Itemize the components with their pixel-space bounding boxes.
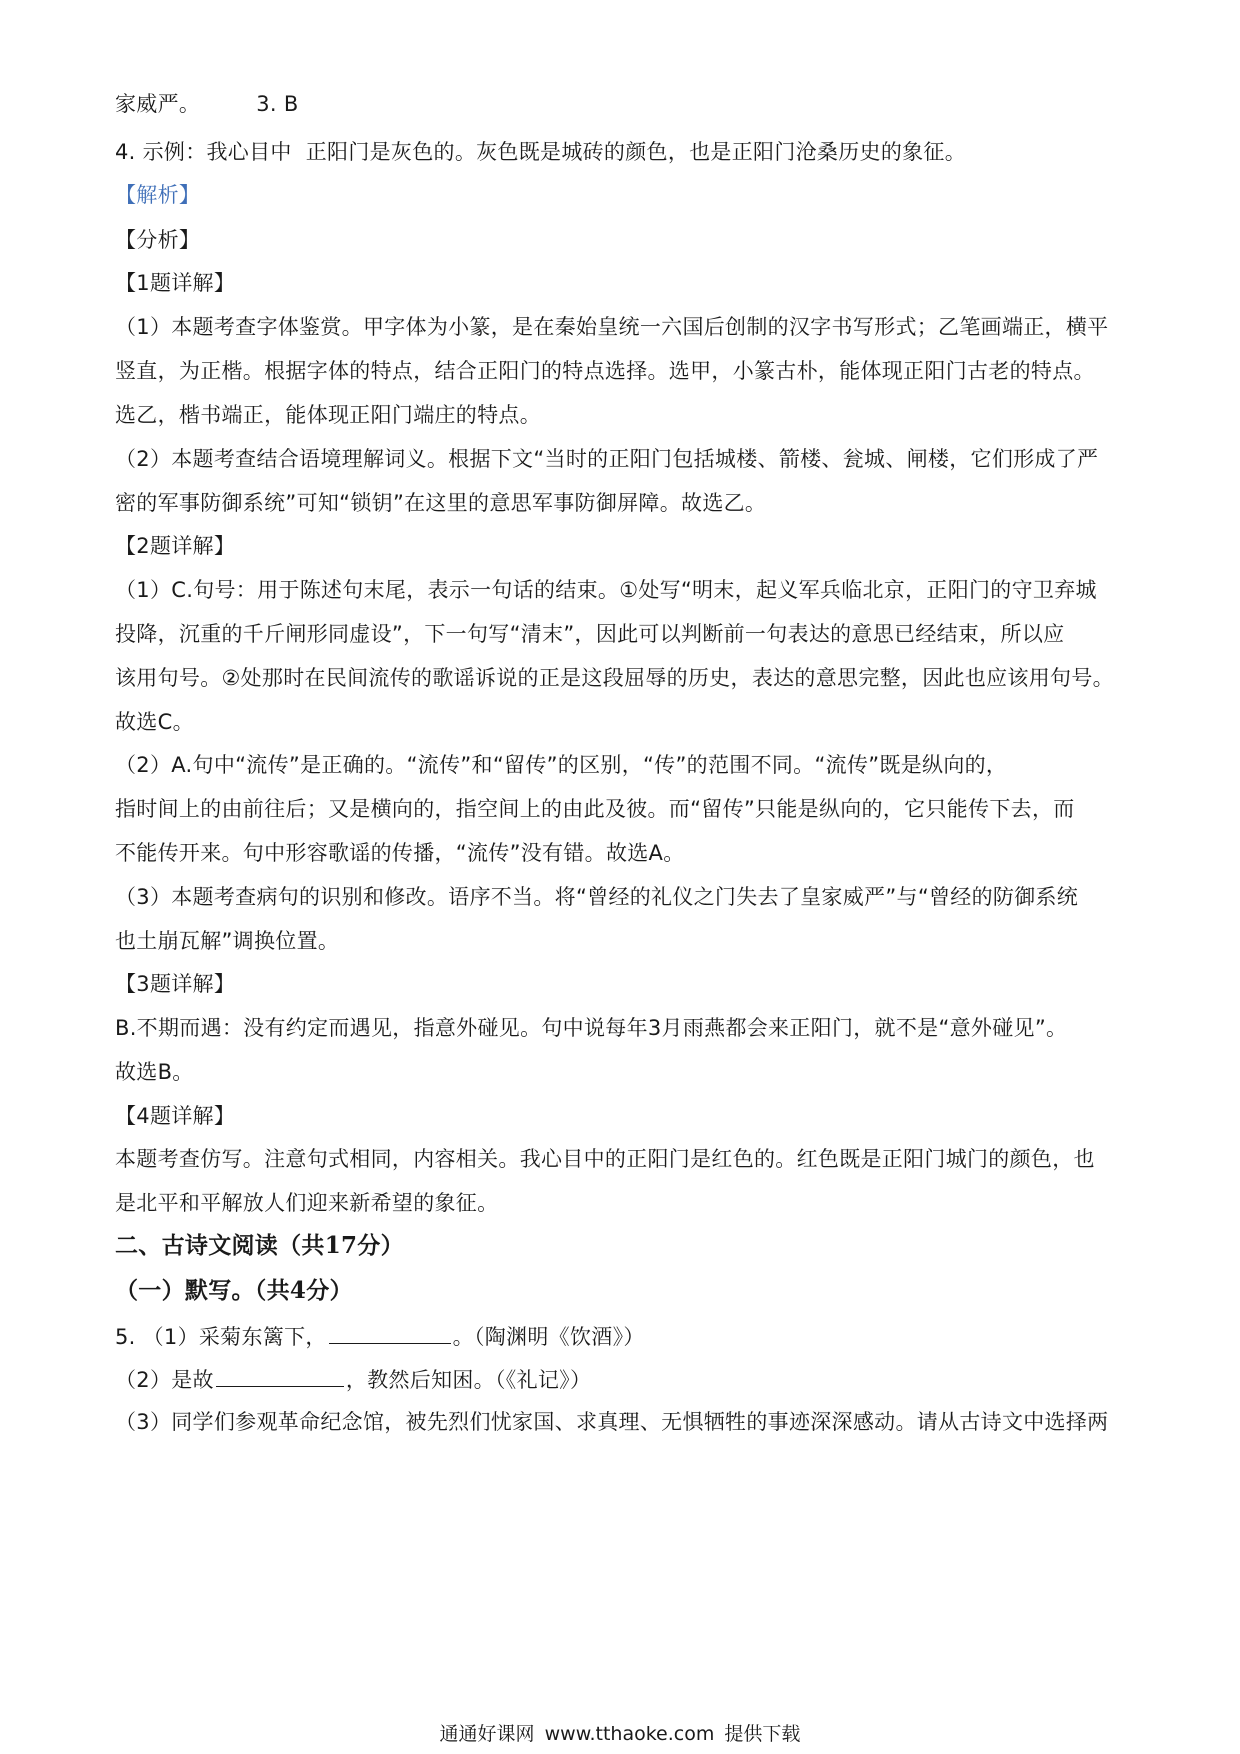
- answer-line-3: [115, 90, 1130, 118]
- paragraph-line: （1）C.句号：用于陈述句末尾，表示一句话的结束。①处写“明末，起义军兵临北京，正阳门的守卫弃城: [115, 578, 1097, 602]
- fill-blank[interactable]: [329, 1321, 451, 1344]
- answer-4-prefix: 4. 示例：我心目中: [115, 140, 292, 164]
- q2-detail-heading: 【2题详解】: [115, 534, 236, 558]
- paragraph-line: 不能传开来。句中形容歌谣的传播，“流传”没有错。故选A。: [115, 841, 685, 865]
- paragraph-line: 也土崩瓦解”调换位置。: [115, 929, 340, 953]
- paragraph-line: （1）本题考查字体鉴赏。甲字体为小篆，是在秦始皇统一六国后创制的汉字书写形式；乙笔画端正，横平: [115, 315, 1109, 339]
- q4-detail-heading: 【4题详解】: [115, 1104, 236, 1128]
- q5-part2-suffix: ，教然后知困。（《礼记》）: [345, 1368, 592, 1392]
- q1-detail-heading: 【1题详解】: [115, 271, 236, 295]
- paragraph-line: 投降，沉重的千斤闸形同虚设”，下一句写“清末”，因此可以判断前一句表达的意思已经结束，所以应: [115, 622, 1065, 646]
- subsection-heading: （一）默写。（共4分）: [115, 1277, 353, 1304]
- answer-tail-text: 家威严。: [115, 92, 201, 116]
- answer-3-text: 3. B: [256, 92, 299, 116]
- footer-suffix: 提供下载: [724, 1723, 801, 1745]
- paragraph-line: 该用句号。②处那时在民间流传的歌谣诉说的正是这段屈辱的历史，表达的意思完整，因此也应该用句号。: [115, 666, 1114, 690]
- paragraph-line: 故选C。: [115, 710, 194, 734]
- q5-part2: [115, 1364, 1130, 1394]
- paragraph-line: 是北平和平解放人们迎来新希望的象征。: [115, 1191, 499, 1215]
- paragraph-line: 本题考查仿写。注意句式相同，内容相关。我心目中的正阳门是红色的。红色既是正阳门城门的颜色，也: [115, 1147, 1095, 1171]
- paragraph-line: （3）本题考查病句的识别和修改。语序不当。将“曾经的礼仪之门失去了皇家威严”与“曾经的防御系统: [115, 885, 1079, 909]
- q5-part3: （3）同学们参观革命纪念馆，被先烈们忧家国、求真理、无惧牺牲的事迹深深感动。请从古诗文中选择两: [115, 1410, 1109, 1434]
- paragraph-line: 密的军事防御系统”可知“锁钥”在这里的意思军事防御屏障。故选乙。: [115, 491, 767, 515]
- q5-part1-prefix: 5. （1）采菊东篱下，: [115, 1325, 327, 1349]
- paragraph-line: 竖直，为正楷。根据字体的特点，结合正阳门的特点选择。选甲，小篆古朴，能体现正阳门古老的特点。: [115, 359, 1095, 383]
- paragraph-line: 指时间上的由前往后；又是横向的，指空间上的由此及彼。而“留传”只能是纵向的，它只能传下去，而: [115, 797, 1075, 821]
- paragraph-line: （2）本题考查结合语境理解词义。根据下文“当时的正阳门包括城楼、箭楼、瓮城、闸楼，它们形成了严: [115, 447, 1099, 471]
- q3-detail-heading: 【3题详解】: [115, 972, 236, 996]
- jiexi-label: 【解析】: [115, 183, 201, 207]
- answer-4-text: 正阳门是灰色的。灰色既是城砖的颜色，也是正阳门沧桑历史的象征。: [305, 140, 967, 164]
- fenxi-label: 【分析】: [115, 228, 201, 252]
- footer-site-name: 通通好课网: [439, 1723, 535, 1745]
- answer-line-4: [115, 138, 1130, 166]
- page-footer: [0, 1722, 1240, 1746]
- paragraph-line: 故选B。: [115, 1060, 194, 1084]
- footer-url[interactable]: www.tthaoke.com: [544, 1723, 715, 1745]
- fill-blank[interactable]: [216, 1364, 344, 1387]
- paragraph-line: 选乙，楷书端正，能体现正阳门端庄的特点。: [115, 403, 541, 427]
- q5-part1-suffix: 。（陶渊明《饮酒》）: [452, 1325, 645, 1349]
- q5-part1: [115, 1321, 1130, 1351]
- q5-part2-prefix: （2）是故: [115, 1368, 214, 1392]
- section-heading: 二、古诗文阅读（共17分）: [115, 1232, 404, 1259]
- paragraph-line: B.不期而遇：没有约定而遇见，指意外碰见。句中说每年3月雨燕都会来正阳门，就不是“意外碰见”。: [115, 1016, 1068, 1040]
- paragraph-line: （2）A.句中“流传”是正确的。“流传”和“留传”的区别，“传”的范围不同。“流传”既是纵向的，: [115, 753, 1008, 777]
